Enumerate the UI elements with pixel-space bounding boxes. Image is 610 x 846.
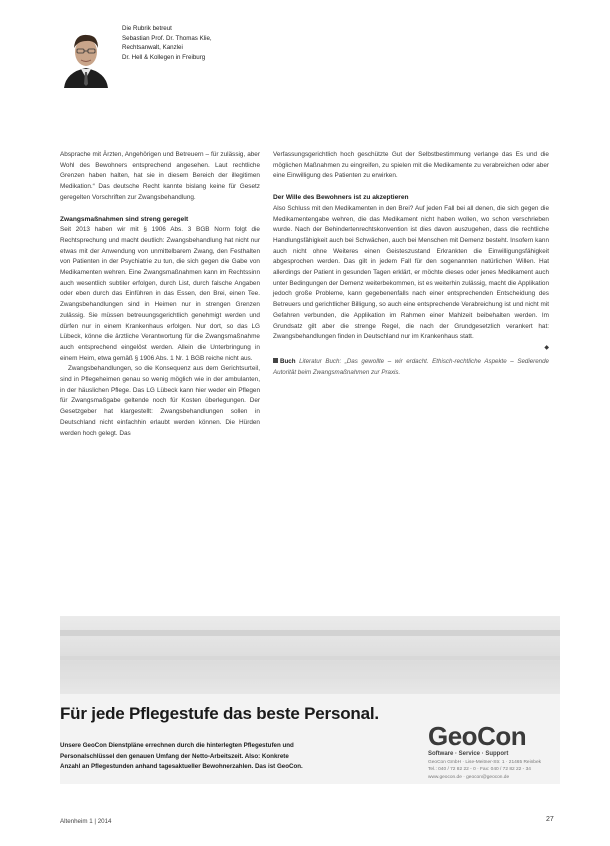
ad-banner-image xyxy=(60,616,560,694)
ad-body-line: Anzahl an Pflegestunden anhand tagesaktueller Bewohnerzahlen. Das ist GeoCon. xyxy=(60,763,303,770)
ad-decor-stripe xyxy=(60,656,560,660)
author-portrait-image xyxy=(60,22,112,88)
author-role: Rechtsanwalt, Kanzlei xyxy=(122,44,183,51)
ad-headline: Für jede Pflegestufe das beste Personal. xyxy=(60,704,379,723)
ad-body-line: Personalschlüssel den genauen Umfang der Netto-Arbeitszeit. Also: Konkrete xyxy=(60,752,289,760)
geocon-logo xyxy=(428,722,558,781)
section-heading: Der Wille des Bewohners ist zu akzeptieren xyxy=(273,194,409,202)
article-column-left xyxy=(60,150,260,439)
author-name: Sebastian Prof. Dr. Thomas Klie, xyxy=(122,34,212,42)
author-credit xyxy=(122,24,342,62)
author-firm: Dr. Hell & Kollegen in Freiburg xyxy=(122,53,206,61)
ad-body-text xyxy=(60,741,390,773)
ad-decor-stripe xyxy=(60,676,560,679)
logo-name: GeoCon xyxy=(428,721,527,751)
paragraph: Zwangsbehandlungen, so die Konsequenz aus dem Gerichtsurteil, sind in Pflegeheimen genau so wenig möglich wie in der ambulanten, in der häuslichen Pflege. Das LG Lübeck kann hier weder ein Pflegen für Zwangsmaßgabe geltende noch für Kosten überlegungen. Der Gesetzgeber hat klargestellt: Zwangsbehandlungen sollen in Deutschland nicht einfachhin erlaubt werden können. Die Hürden werden hoch gelegt. Das xyxy=(60,365,260,437)
ad-decor-stripe xyxy=(60,630,560,636)
paragraph: Absprache mit Ärzten, Angehörigen und Betreuern – für zulässig, aber Wohl des Bewohners entsprechend angesehen. Laut rechtliche Grenzen haben halten, hat sie in diesem Bereich der illegitimen Medikation.“ Das deutsche Recht kannte bislang keine für Gesetz geregelten Vorschriften zur Zwangsbehandlung. xyxy=(60,151,260,201)
article-column-right xyxy=(273,150,549,378)
book-label: Buch xyxy=(280,357,296,365)
logo-address xyxy=(428,759,558,781)
author-label: Die Rubrik betreut xyxy=(122,25,172,32)
book-text: Literatur Buch: „Das gewollte – wir erdacht. Ethisch-rechtliche Aspekte – Sedierende Autorität beim Zwangsmaßnahmen zur Praxis. xyxy=(273,357,549,376)
author-photo xyxy=(60,22,112,88)
logo-address-line: www.geocon.de · geocon@geocon.de xyxy=(428,774,510,780)
section-heading: Zwangsmaßnahmen sind streng geregelt xyxy=(60,215,189,223)
paragraph: Seit 2013 haben wir mit § 1906 Abs. 3 BGB Norm folgt die Rechtsprechung und macht deutlich: Zwangsbehandlung hat nicht nur etwas mit der Anwendung von unmittelbarem Zwang, den Festhalten von Patienten in der Psychiatrie zu tun, die sich gegen die Gabe von Medikamenten wehren. Eine Zwangsmaßnahmen kann im Rechtssinn auch wesentlich subtiler erfolgen, durch List, durch falsche Angaben oder eben durch das Einführen in das Essen, den Brei, einen Tee. Zwangsbehandlungen sind in Heimen nur in strengen Grenzen zulässig. Sie müssen betreuungsgerichtlich genehmigt werden und dürfen nur in einem Krankenhaus erfolgen. Nur dort, so das LG Lübeck, könne die ärztliche Verantwortung für die Zwangsmaßnahme auch entsprechend eingelöst werden. Allein die Unterbringung in einem Heim, etwa gemäß § 1906 Abs. 1 Nr. 1 BGB reiche nicht aus. xyxy=(60,226,260,362)
logo-tagline: Software · Service · Support xyxy=(428,751,509,757)
book-square-icon xyxy=(273,358,278,363)
footer-issue: Altenheim 1 | 2014 xyxy=(60,818,112,825)
book-reference xyxy=(273,357,549,378)
logo-address-line: Tel.: 040 / 72 82 22 - 0 · Fax: 040 / 72 82 22 - 34 xyxy=(428,767,531,773)
paragraph: Also Schluss mit den Medikamenten in den Brei? Auf jeden Fall bei all denen, die sich gegen die Medikamentengabe wehren, die das Medikament nicht haben wollen, wo schon verschrieben wurde. Nach der Behindertenrechtskonvention ist dies davon auszugehen, dass die rechtliche Handlungsfähigkeit auch bei Schwächen, auch bei Menschen mit Demenz besteht. Insofern kann auch nicht ohne Weiteres einen Geisteszustand Erkrankten die Einwilligungsfähigkeit abgesprochen werden. Das gilt in jedem Fall für den sogenannten natürlichen Willen. Hat allerdings der Patient in gesunden Tagen erklärt, er möchte dieses oder jenes Medikament auch unter Bedingungen der Demenz weiterbekommen, ist es weiterhin zulässig, macht die Applikation jedoch große Probleme, kann gegebenenfalls nach einer entsprechenden Entscheidung des Betreuers und gerichtlicher Billigung, so auch eine entsprechende Verabreichung ist und nicht mit Gefahren verbunden, die Applikation im Rahmen einer Mahlzeit beibehalten werden. Im Grundsatz gilt aber die strenge Regel, die nach der Grundgesetzlich verankert hat: Zwangsbehandlungen finden in Deutschland nur im Krankenhaus statt. xyxy=(273,204,549,341)
ad-body-line: Unsere GeoCon Dienstpläne errechnen durch die hinterlegten Pflegestufen und xyxy=(60,742,294,749)
paragraph: Verfassungsgerichtlich hoch geschützte Gut der Selbstbestimmung verlange das Es und die möglichen Maßnahmen zu eingreifen, zu spielen mit die Medikamente zu verabreichen oder aber eine Einwilligung des Patienten zu erwirken. xyxy=(273,151,549,180)
geocon-advertisement xyxy=(60,616,560,784)
end-of-article-icon: ◆ xyxy=(544,344,549,351)
page-number: 27 xyxy=(546,816,554,823)
logo-address-line: GeoCon GmbH · Lise-Meitner-Str. 1 · 21465 Reinbek xyxy=(428,760,542,765)
